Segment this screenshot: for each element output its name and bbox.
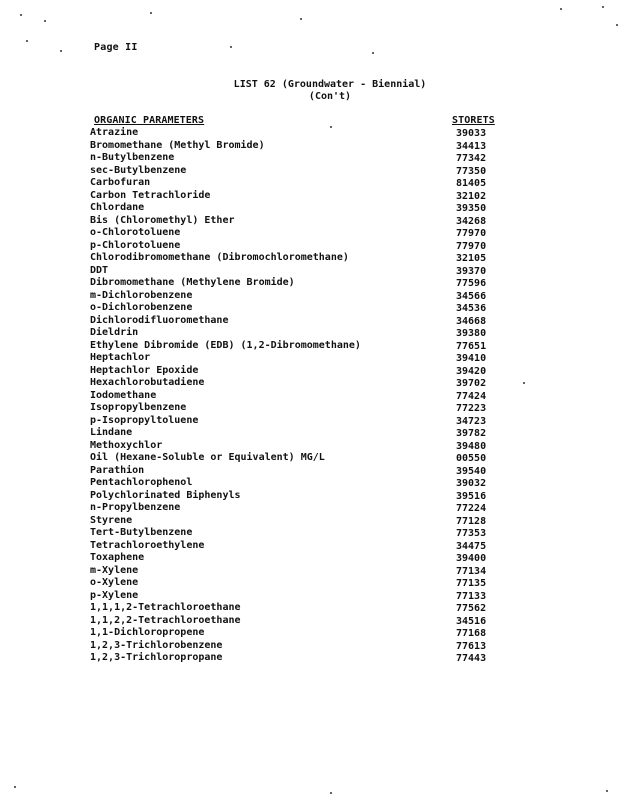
storet-code: 32102 bbox=[456, 190, 487, 202]
parameter-name: Bis (Chloromethyl) Ether bbox=[90, 214, 235, 226]
storet-code: 39702 bbox=[456, 378, 487, 389]
parameter-name: Methoxychlor bbox=[90, 439, 163, 451]
scan-speck bbox=[60, 50, 62, 52]
parameter-row bbox=[84, 402, 514, 415]
parameter-row bbox=[84, 140, 514, 153]
scan-speck bbox=[330, 792, 332, 794]
parameter-name: 1,1-Dichloropropene bbox=[90, 627, 205, 638]
parameter-row bbox=[84, 340, 514, 353]
scan-speck bbox=[26, 40, 28, 42]
parameter-row bbox=[84, 527, 514, 540]
parameter-row bbox=[84, 452, 514, 465]
scan-speck bbox=[602, 6, 604, 8]
parameter-row bbox=[84, 365, 514, 378]
scan-speck bbox=[14, 786, 16, 788]
parameter-row bbox=[84, 502, 514, 515]
storet-code: 39380 bbox=[456, 328, 487, 339]
storet-code: 34566 bbox=[456, 290, 487, 302]
parameter-list bbox=[84, 127, 514, 665]
parameter-name: Bromomethane (Methyl Bromide) bbox=[90, 139, 265, 151]
storet-code: 81405 bbox=[456, 178, 487, 189]
parameter-name: Hexachlorobutadiene bbox=[90, 377, 205, 388]
parameter-row bbox=[84, 515, 514, 528]
parameter-row bbox=[84, 265, 514, 278]
scan-speck bbox=[230, 46, 232, 48]
parameter-name: sec-Butylbenzene bbox=[90, 164, 187, 176]
parameter-row bbox=[84, 127, 514, 140]
storet-code: 00550 bbox=[456, 453, 487, 464]
parameter-row bbox=[84, 540, 514, 553]
parameter-row bbox=[84, 202, 514, 215]
parameter-name: Carbofuran bbox=[90, 177, 151, 188]
parameter-row bbox=[84, 427, 514, 440]
storet-code: 77353 bbox=[456, 528, 487, 539]
scan-speck bbox=[20, 14, 22, 16]
storet-code: 34516 bbox=[456, 615, 487, 627]
storet-code: 77970 bbox=[456, 240, 487, 252]
parameter-name: p-Chlorotoluene bbox=[90, 239, 181, 251]
parameter-row bbox=[84, 302, 514, 315]
storet-code: 77443 bbox=[456, 653, 487, 664]
parameter-name: n-Butylbenzene bbox=[90, 152, 175, 163]
scan-speck bbox=[44, 20, 46, 22]
storet-code: 77651 bbox=[456, 340, 487, 352]
parameter-row bbox=[84, 627, 514, 640]
parameter-row bbox=[84, 377, 514, 390]
storet-code: 34536 bbox=[456, 303, 487, 314]
storet-code: 39032 bbox=[456, 478, 487, 489]
storet-code: 34475 bbox=[456, 540, 487, 552]
storet-code: 77970 bbox=[456, 228, 487, 239]
storet-code: 77128 bbox=[456, 515, 487, 527]
parameter-name: m-Xylene bbox=[90, 564, 139, 576]
parameter-row bbox=[84, 590, 514, 603]
storet-code: 77134 bbox=[456, 565, 487, 577]
parameter-row bbox=[84, 252, 514, 265]
storet-code: 77350 bbox=[456, 165, 487, 177]
parameter-name: Oil (Hexane-Soluble or Equivalent) MG/L bbox=[90, 452, 325, 463]
scan-speck bbox=[606, 790, 608, 792]
storet-code: 77562 bbox=[456, 603, 487, 614]
parameter-name: Atrazine bbox=[90, 127, 139, 138]
parameter-row bbox=[84, 177, 514, 190]
parameter-name: Styrene bbox=[90, 514, 133, 526]
parameter-row bbox=[84, 327, 514, 340]
parameter-row bbox=[84, 415, 514, 428]
storet-code: 77223 bbox=[456, 403, 487, 414]
storet-code: 34668 bbox=[456, 315, 487, 327]
storet-code: 39420 bbox=[456, 365, 487, 377]
parameter-name: 1,1,2,2-Tetrachloroethane bbox=[90, 614, 241, 626]
storet-code: 39540 bbox=[456, 465, 487, 477]
parameter-name: Pentachlorophenol bbox=[90, 477, 193, 488]
parameter-name: n-Propylbenzene bbox=[90, 502, 181, 513]
storet-code: 39782 bbox=[456, 428, 487, 439]
storet-code: 77596 bbox=[456, 278, 487, 289]
organic-parameters-header: ORGANIC PARAMETERS bbox=[94, 115, 205, 126]
parameter-row bbox=[84, 227, 514, 240]
parameter-row bbox=[84, 565, 514, 578]
parameter-row bbox=[84, 640, 514, 653]
parameter-name: Iodomethane bbox=[90, 389, 157, 401]
scan-speck bbox=[300, 18, 302, 20]
parameter-name: Chlorodibromomethane (Dibromochloromethane) bbox=[90, 252, 349, 263]
parameter-row bbox=[84, 477, 514, 490]
parameter-name: o-Chlorotoluene bbox=[90, 227, 181, 238]
parameter-name: DDT bbox=[90, 264, 109, 276]
storet-code: 34268 bbox=[456, 215, 487, 227]
storet-code: 39033 bbox=[456, 128, 487, 139]
scan-speck bbox=[560, 8, 562, 10]
parameter-name: Dichlorodifluoromethane bbox=[90, 314, 229, 326]
page-label: Page II bbox=[94, 42, 138, 53]
parameter-row bbox=[84, 152, 514, 165]
parameter-name: o-Dichlorobenzene bbox=[90, 302, 193, 313]
parameter-row bbox=[84, 352, 514, 365]
parameter-row bbox=[84, 165, 514, 178]
scan-speck bbox=[616, 24, 618, 26]
storet-code: 39350 bbox=[456, 203, 487, 214]
parameter-name: p-Isopropyltoluene bbox=[90, 414, 199, 426]
parameter-name: Dibromomethane (Methylene Bromide) bbox=[90, 277, 295, 288]
parameter-row bbox=[84, 315, 514, 328]
parameter-row bbox=[84, 215, 514, 228]
scan-speck bbox=[523, 382, 525, 384]
parameter-name: Lindane bbox=[90, 427, 133, 438]
storet-code: 39400 bbox=[456, 553, 487, 564]
parameter-row bbox=[84, 490, 514, 503]
parameter-name: o-Xylene bbox=[90, 577, 139, 588]
parameter-row bbox=[84, 615, 514, 628]
storet-code: 77424 bbox=[456, 390, 487, 402]
storet-code: 34723 bbox=[456, 415, 487, 427]
storet-code: 32105 bbox=[456, 253, 487, 264]
storet-code: 77168 bbox=[456, 628, 487, 639]
parameter-name: Carbon Tetrachloride bbox=[90, 189, 211, 201]
scan-speck bbox=[372, 52, 374, 54]
storets-header: STORETS bbox=[452, 115, 495, 126]
title-line-2: (Con't) bbox=[308, 91, 352, 102]
parameter-row bbox=[84, 240, 514, 253]
parameter-row bbox=[84, 190, 514, 203]
parameter-name: Dieldrin bbox=[90, 327, 139, 338]
parameter-row bbox=[84, 390, 514, 403]
parameter-name: 1,1,1,2-Tetrachloroethane bbox=[90, 602, 241, 613]
storet-code: 39480 bbox=[456, 440, 487, 452]
parameter-name: Toxaphene bbox=[90, 552, 145, 563]
parameter-name: Heptachlor Epoxide bbox=[90, 364, 199, 376]
parameter-name: Parathion bbox=[90, 464, 145, 476]
storet-code: 39370 bbox=[456, 265, 487, 277]
parameter-name: m-Dichlorobenzene bbox=[90, 289, 193, 301]
parameter-row bbox=[84, 465, 514, 478]
parameter-name: 1,2,3-Trichloropropane bbox=[90, 652, 223, 663]
title-line-1: LIST 62 (Groundwater - Biennial) bbox=[233, 79, 427, 90]
parameter-row bbox=[84, 440, 514, 453]
storet-code: 39516 bbox=[456, 490, 487, 502]
storet-code: 77613 bbox=[456, 640, 487, 652]
parameter-row bbox=[84, 552, 514, 565]
list-title bbox=[200, 79, 460, 103]
parameter-name: p-Xylene bbox=[90, 589, 139, 601]
parameter-row bbox=[84, 577, 514, 590]
parameter-name: Chlordane bbox=[90, 202, 145, 213]
parameter-row bbox=[84, 290, 514, 303]
storet-code: 77135 bbox=[456, 578, 487, 589]
parameter-row bbox=[84, 652, 514, 665]
parameter-name: Heptachlor bbox=[90, 352, 151, 363]
parameter-name: Isopropylbenzene bbox=[90, 402, 187, 413]
scan-speck bbox=[150, 12, 152, 14]
parameter-name: Polychlorinated Biphenyls bbox=[90, 489, 241, 501]
storet-code: 77224 bbox=[456, 503, 487, 514]
parameter-row bbox=[84, 277, 514, 290]
parameter-name: Tetrachloroethylene bbox=[90, 539, 205, 551]
storet-code: 39410 bbox=[456, 353, 487, 364]
parameter-name: 1,2,3-Trichlorobenzene bbox=[90, 639, 223, 651]
parameter-name: Tert-Butylbenzene bbox=[90, 527, 193, 538]
storet-code: 77342 bbox=[456, 153, 487, 164]
storet-code: 77133 bbox=[456, 590, 487, 602]
parameter-name: Ethylene Dibromide (EDB) (1,2-Dibromomethane) bbox=[90, 339, 361, 351]
storet-code: 34413 bbox=[456, 140, 487, 152]
parameter-row bbox=[84, 602, 514, 615]
